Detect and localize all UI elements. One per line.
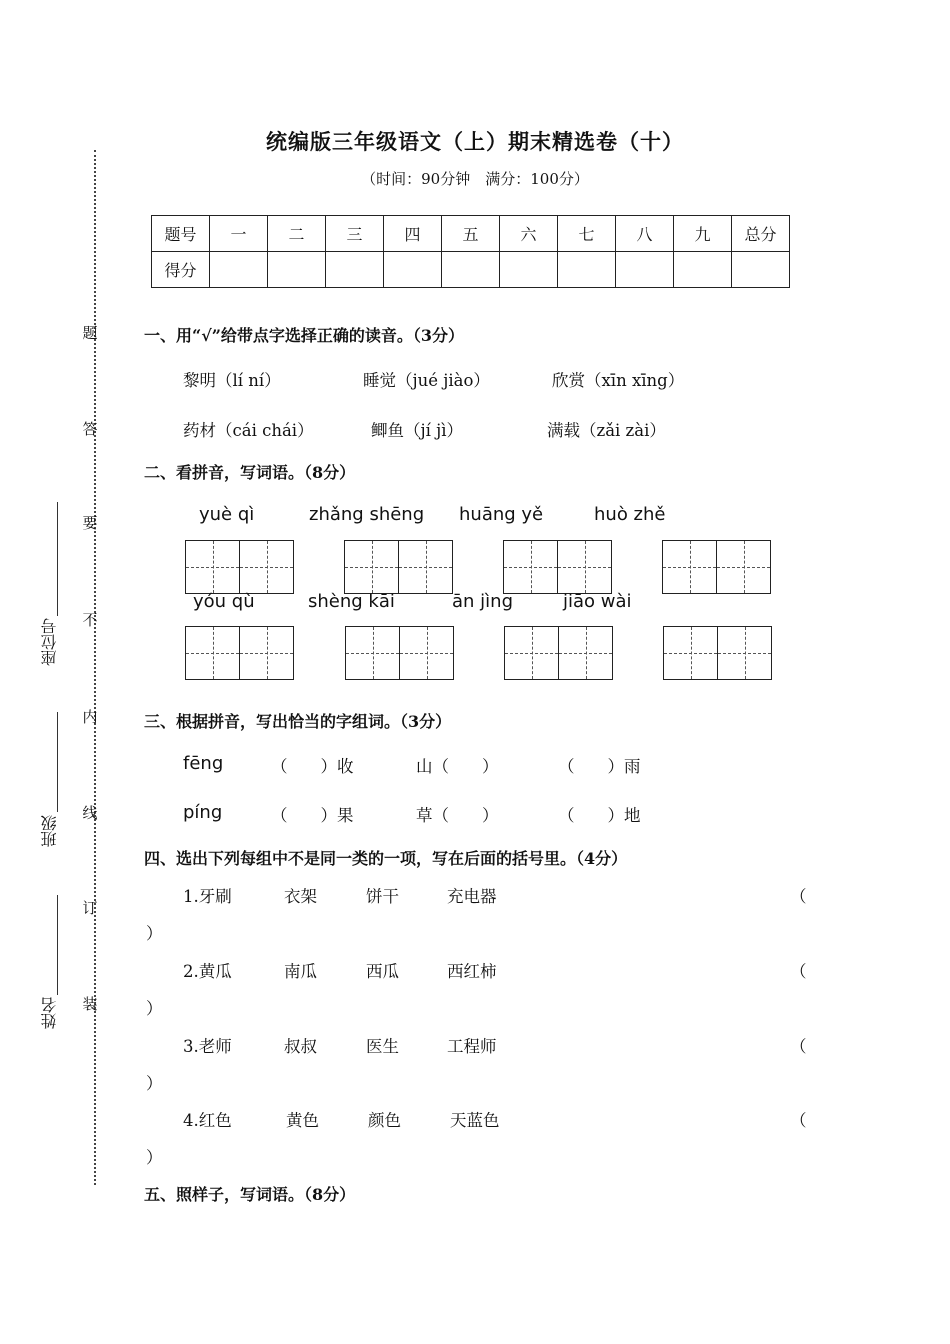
score-input-cell[interactable] (326, 252, 384, 288)
group-item: 颜色 (368, 1111, 401, 1130)
pinyin-prompt: yóu qù (193, 591, 255, 612)
group-item: 饼干 (366, 887, 399, 906)
group-item: 西瓜 (366, 962, 399, 981)
pronunciation-item[interactable]: 鲫鱼（jí jì） (371, 421, 464, 440)
writing-grid[interactable] (663, 626, 772, 680)
binding-char: 答 (82, 420, 98, 438)
section-2-heading: 二、看拼音，写词语。（8分） (144, 463, 356, 482)
score-input-cell[interactable] (500, 252, 558, 288)
score-input-cell[interactable] (616, 252, 674, 288)
section-4-heading: 四、选出下列每组中不是同一类的一项，写在后面的括号里。（4分） (144, 849, 628, 868)
fill-blank[interactable]: （ ）果 (271, 806, 354, 825)
pinyin-prompt: huāng yě (459, 504, 544, 525)
group-item: 2.黄瓜 (183, 962, 232, 981)
table-cell: 六 (500, 216, 558, 252)
pronunciation-item[interactable]: 欣赏（xīn xīng） (552, 371, 685, 390)
group-item: 西红柿 (447, 962, 497, 981)
binding-char: 线 (82, 804, 98, 822)
name-field[interactable] (57, 895, 58, 995)
pinyin-prompt: yuè qì (199, 504, 255, 525)
table-cell: 七 (558, 216, 616, 252)
group-item: 衣架 (284, 887, 317, 906)
section-1-heading: 一、用“√”给带点字选择正确的读音。（3分） (144, 326, 465, 345)
fill-blank[interactable]: 山（ ） (416, 757, 499, 776)
pinyin-prompt: píng (183, 802, 223, 823)
group-item: 南瓜 (284, 962, 317, 981)
seat-number-label: 座位号 (40, 618, 59, 666)
table-cell: 得分 (152, 252, 210, 288)
binding-char: 订 (82, 899, 98, 917)
section-3-heading: 三、根据拼音，写出恰当的字组词。（3分） (144, 712, 452, 731)
pinyin-prompt: shèng kāi (308, 591, 395, 612)
section-5-heading: 五、照样子，写词语。（8分） (144, 1185, 356, 1204)
table-cell: 五 (442, 216, 500, 252)
table-cell: 八 (616, 216, 674, 252)
binding-char: 不 (82, 611, 98, 629)
pronunciation-item[interactable]: 药材（cái chái） (183, 421, 314, 440)
table-cell: 二 (268, 216, 326, 252)
fill-blank[interactable]: （ ）收 (271, 757, 354, 776)
table-cell: 九 (674, 216, 732, 252)
answer-bracket-open[interactable]: （ (790, 962, 807, 981)
exam-info: （时间：90分钟 满分：100分） (361, 170, 589, 188)
writing-grid[interactable] (185, 540, 294, 594)
binding-char: 题 (82, 324, 98, 342)
group-item: 医生 (366, 1037, 399, 1056)
table-cell: 四 (384, 216, 442, 252)
page-title: 统编版三年级语文（上）期末精选卷（十） (266, 129, 684, 154)
writing-grid[interactable] (503, 540, 612, 594)
group-item: 工程师 (447, 1037, 497, 1056)
seat-number-field[interactable] (57, 502, 58, 616)
pinyin-prompt: jiāo wài (563, 591, 632, 612)
answer-bracket-close: ） (146, 1074, 163, 1093)
score-input-cell[interactable] (268, 252, 326, 288)
score-input-cell[interactable] (210, 252, 268, 288)
pinyin-prompt: fēng (183, 753, 224, 774)
score-input-cell[interactable] (384, 252, 442, 288)
score-input-cell[interactable] (558, 252, 616, 288)
answer-bracket-close: ） (146, 924, 163, 943)
group-item: 充电器 (447, 887, 497, 906)
pronunciation-item[interactable]: 满载（zǎi zài） (547, 421, 666, 440)
group-item: 天蓝色 (450, 1111, 500, 1130)
score-table-score-row (152, 252, 790, 288)
score-input-cell[interactable] (732, 252, 790, 288)
binding-char: 装 (82, 995, 98, 1013)
answer-bracket-open[interactable]: （ (790, 1037, 807, 1056)
writing-grid[interactable] (504, 626, 613, 680)
group-item: 3.老师 (183, 1037, 232, 1056)
table-cell: 一 (210, 216, 268, 252)
pronunciation-item[interactable]: 黎明（lí ní） (183, 371, 281, 390)
fill-blank[interactable]: （ ）雨 (558, 757, 641, 776)
pinyin-prompt: zhǎng shēng (309, 504, 425, 525)
binding-dotted-line (94, 150, 96, 1185)
name-label: 姓名 (40, 997, 59, 1029)
writing-grid[interactable] (662, 540, 771, 594)
answer-bracket-close: ） (146, 1148, 163, 1167)
writing-grid[interactable] (344, 540, 453, 594)
score-input-cell[interactable] (674, 252, 732, 288)
score-input-cell[interactable] (442, 252, 500, 288)
group-item: 1.牙刷 (183, 887, 232, 906)
group-item: 4.红色 (183, 1111, 232, 1130)
pinyin-prompt: huò zhě (594, 504, 666, 525)
score-table-header-row (152, 216, 790, 252)
class-field[interactable] (57, 712, 58, 812)
table-cell: 题号 (152, 216, 210, 252)
answer-bracket-open[interactable]: （ (790, 887, 807, 906)
table-cell: 总分 (732, 216, 790, 252)
binding-char: 要 (82, 514, 98, 532)
score-table (151, 215, 790, 288)
class-label: 班级 (40, 815, 59, 847)
writing-grid[interactable] (345, 626, 454, 680)
group-item: 黄色 (286, 1111, 319, 1130)
answer-bracket-open[interactable]: （ (790, 1111, 807, 1130)
binding-char: 内 (82, 708, 98, 726)
pinyin-prompt: ān jìng (452, 591, 513, 612)
group-item: 叔叔 (284, 1037, 317, 1056)
fill-blank[interactable]: （ ）地 (558, 806, 641, 825)
table-cell: 三 (326, 216, 384, 252)
answer-bracket-close: ） (146, 999, 163, 1018)
fill-blank[interactable]: 草（ ） (416, 806, 499, 825)
pronunciation-item[interactable]: 睡觉（jué jiào） (363, 371, 490, 390)
writing-grid[interactable] (185, 626, 294, 680)
